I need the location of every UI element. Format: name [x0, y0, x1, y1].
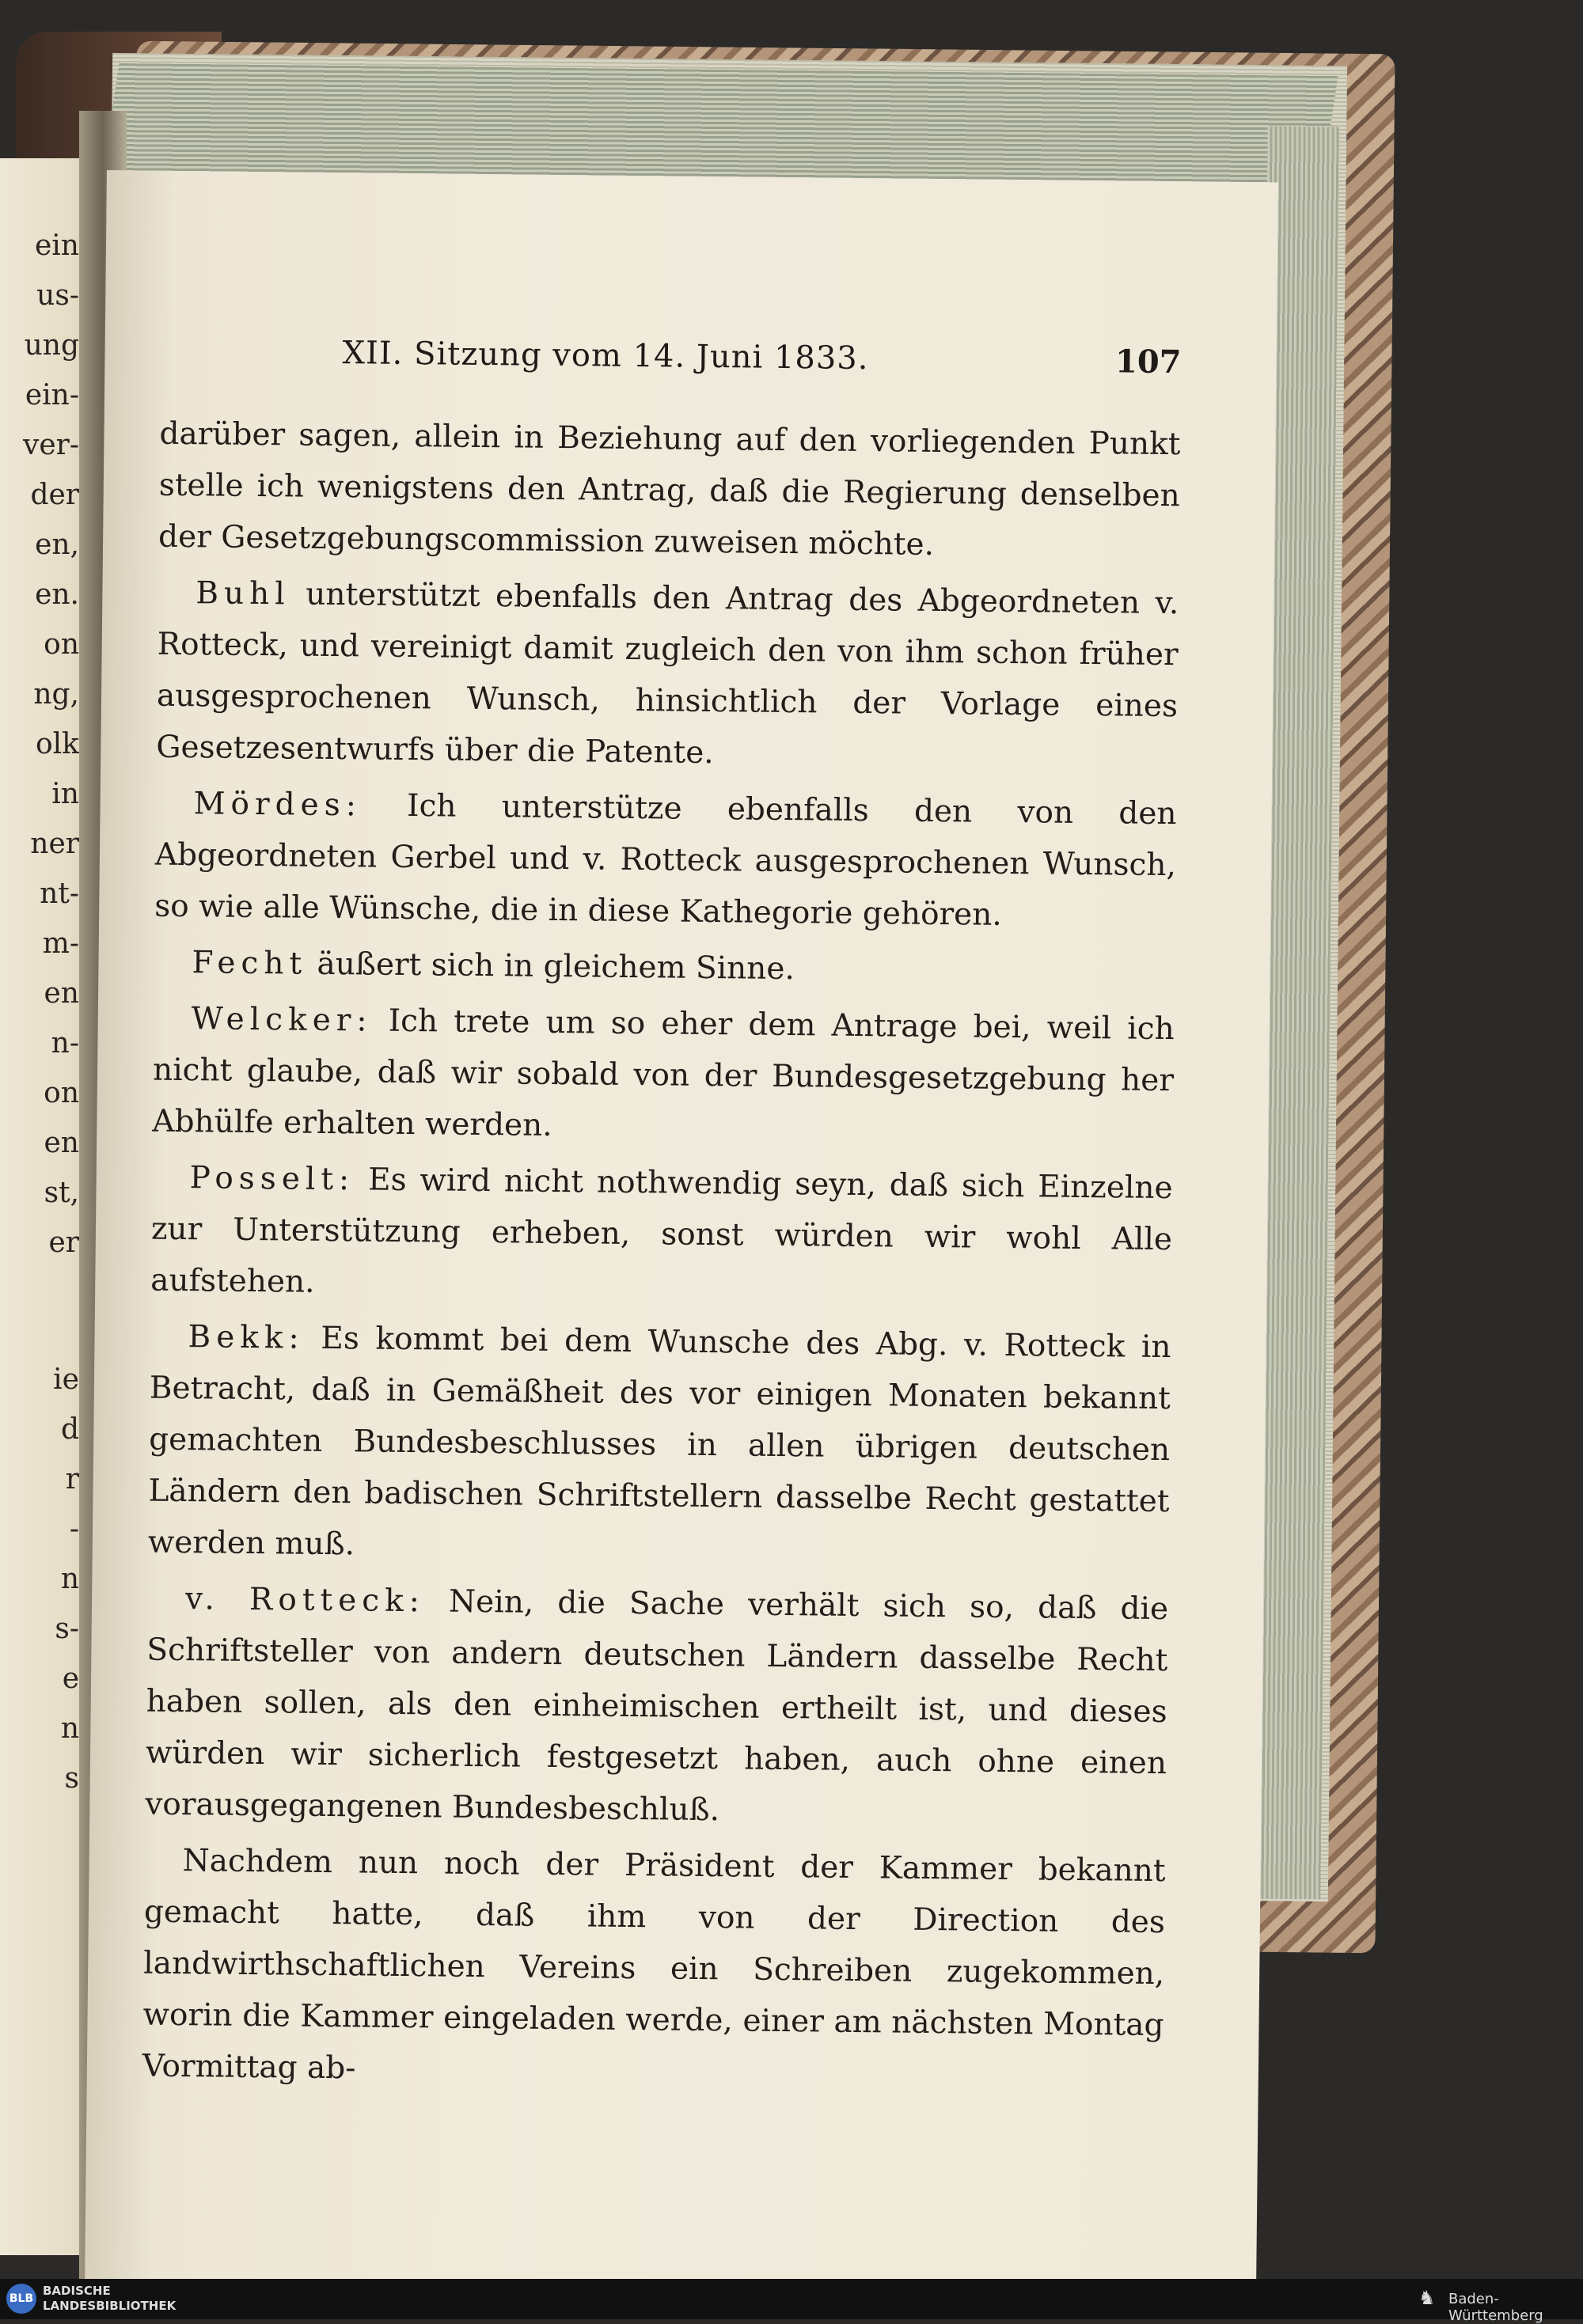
paragraph	[156, 567, 1179, 783]
left-page-fragment: ung	[0, 329, 79, 362]
paragraph-text: unterstützt ebenfalls den Antrag des Abgeordneten v. Rotteck, und vereinigt damit zugleich den von ihm schon früher ausgesprochenen Wunsch, hinsichtlich der Vorlage eines Gesetzesentwurfs über die Patente.	[156, 576, 1179, 771]
left-page-fragment: en.	[0, 578, 79, 611]
left-page-fragment: en,	[0, 529, 79, 561]
page-number: 107	[1115, 343, 1182, 381]
paragraph-text: Es kommt bei dem Wunsche des Abg. v. Rotteck in Betracht, daß in Gemäßheit des vor einigen Monaten bekannt gemachten Bundesbeschlusses in allen übrigen deutschen Ländern den badischen Schriftstellern dasselbe Recht gestattet werden muß.	[148, 1321, 1171, 1563]
library-name-line1: BADISCHE	[43, 2284, 176, 2299]
paragraph	[158, 408, 1181, 573]
left-page-fragment: ie	[0, 1363, 79, 1396]
left-page-fragment: ein-	[0, 379, 79, 411]
left-page-fragment: s-	[0, 1613, 79, 1645]
library-name-line2: LANDESBIBLIOTHEK	[43, 2299, 176, 2314]
left-page-fragment: e	[0, 1662, 79, 1695]
running-header	[104, 332, 1182, 391]
left-page-fragment: ver-	[0, 429, 79, 461]
speaker-name: Fecht	[192, 945, 307, 982]
paragraph	[145, 1573, 1168, 1841]
left-page-fragment: us-	[0, 279, 79, 312]
left-page-fragment: in	[0, 778, 79, 810]
state-name[interactable]: Baden-Württemberg	[1448, 2291, 1583, 2324]
left-page-fragment: n	[0, 1712, 79, 1745]
left-page-fragment: d	[0, 1413, 79, 1446]
left-page-fragment: ng,	[0, 678, 79, 711]
left-page-fragment: ner	[0, 828, 79, 860]
library-name	[43, 2284, 176, 2314]
paragraph-text: darüber sagen, allein in Beziehung auf den vorliegenden Punkt stelle ich wenigstens den Antrag, daß die Regierung denselben der Gesetzgebungscommission zuweisen möchte.	[158, 416, 1181, 563]
left-page-fragment: m-	[0, 927, 79, 960]
body-text	[142, 408, 1181, 2107]
paragraph	[152, 993, 1175, 1158]
left-page-fragment: n	[0, 1563, 79, 1595]
paragraph-text: äußert sich in gleichem Sinne.	[307, 946, 795, 987]
left-page-fragment: n-	[0, 1027, 79, 1060]
left-page-fragment: st,	[0, 1177, 79, 1209]
header-title: XII. Sitzung vom 14. Juni 1833.	[342, 335, 868, 377]
speaker-name: Buhl	[196, 575, 290, 612]
left-page-fragment: on	[0, 628, 79, 661]
speaker-name: Mördes:	[193, 786, 362, 823]
paragraph	[150, 1152, 1173, 1317]
page-edges-top	[102, 63, 1338, 187]
paragraph	[154, 937, 1175, 999]
paragraph	[154, 778, 1177, 942]
left-page-fragment: on	[0, 1077, 79, 1109]
left-page-fragment: r	[0, 1463, 79, 1496]
speaker-name: Welcker:	[192, 1001, 373, 1038]
paragraph-text: Ich trete um so eher dem Antrage bei, weil ich nicht glaube, daß wir sobald von der Bundesgesetzgebung her Abhülfe erhalten werden.	[152, 1003, 1175, 1143]
paragraph-text: Es wird nicht nothwendig seyn, daß sich Einzelne zur Unterstützung erheben, sonst würden wir wohl Alle aufstehen.	[150, 1162, 1173, 1299]
blb-logo-icon[interactable]: BLB	[6, 2284, 36, 2314]
footer-bar	[0, 2279, 1583, 2319]
left-page-fragment: en	[0, 1127, 79, 1159]
left-page-fragment: nt-	[0, 878, 79, 910]
left-page-fragment: der	[0, 479, 79, 511]
baden-wuerttemberg-crest-icon: ♞	[1418, 2287, 1436, 2309]
left-page-fragment: -	[0, 1513, 79, 1545]
right-page	[85, 170, 1278, 2319]
left-page-fragment: s	[0, 1762, 79, 1795]
left-page-fragment: er	[0, 1226, 79, 1259]
speaker-name: v. Rotteck:	[185, 1581, 425, 1619]
left-page-fragment: ein	[0, 229, 79, 262]
left-page-fragment: en	[0, 977, 79, 1010]
paragraph-text: Ich unterstütze ebenfalls den von den Abgeordneten Gerbel und v. Rotteck ausgesprochenen Wunsch, so wie alle Wünsche, die in diese Kathegorie gehören.	[154, 787, 1177, 932]
paragraph-text: Nein, die Sache verhält sich so, daß die Schriftsteller von andern deutschen Ländern dasselbe Recht haben sollen, als den einheimischen ertheilt ist, und dieses würden wir sicherlich festgesetzt haben, auch ohne einen vorausgegangenen Bundesbeschluß.	[145, 1583, 1168, 1828]
speaker-name: Bekk:	[188, 1319, 305, 1356]
paragraph-text: Nachdem nun noch der Präsident der Kammer bekannt gemacht hatte, daß ihm von der Direction des landwirthschaftlichen Vereins ein Schreiben zugekommen, worin die Kammer eingeladen werde, einer am nächsten Montag Vormittag ab-	[142, 1843, 1166, 2086]
paragraph	[142, 1835, 1166, 2102]
paragraph	[148, 1311, 1171, 1579]
speaker-name: Posselt:	[189, 1160, 355, 1197]
left-page-fragment: olk	[0, 728, 79, 760]
